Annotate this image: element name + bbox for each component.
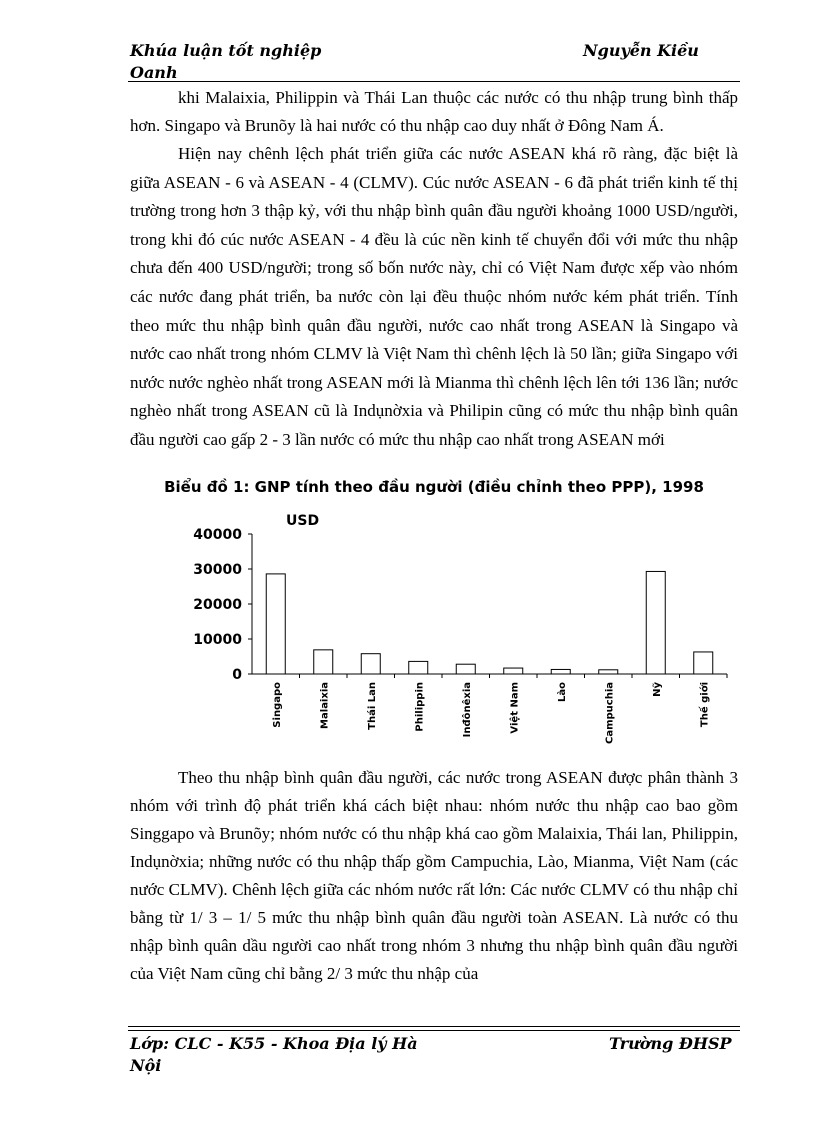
footer-left: Lớp: CLC - K55 - Khoa Địa lý Hà Nội [130, 1034, 418, 1075]
x-tick-label: Philippin [414, 682, 426, 732]
bar-2 [361, 654, 380, 674]
x-tick-label: Inđônêxia [461, 682, 473, 738]
x-tick-label: Thế giới [699, 682, 711, 728]
y-axis-ticks [193, 527, 252, 683]
bar-9 [694, 652, 713, 674]
chart-caption: Biểu đồ 1: GNP tính theo đầu người (điều chỉnh theo PPP), 1998 [164, 478, 704, 496]
x-tick-label: Thái Lan [366, 682, 378, 730]
x-tick-label: Việt Nam [509, 682, 521, 734]
header-right: Nguyễn Kiều [583, 41, 699, 60]
y-tick-label: 10000 [193, 632, 242, 648]
x-tick-label: Singapo [271, 682, 283, 728]
x-axis-ticks [272, 674, 727, 744]
bar-6 [551, 669, 570, 674]
bar-5 [504, 668, 523, 674]
footer-rule [128, 1026, 740, 1031]
y-axis-unit-label: USD [286, 513, 320, 529]
bar-8 [646, 571, 665, 674]
chart-bars [266, 571, 713, 674]
x-tick-label: Nỹ [651, 682, 663, 697]
x-tick-label: Malaixia [319, 682, 331, 729]
bar-1 [314, 650, 333, 674]
header-left: Khúa luận tốt nghiệp Oanh [130, 41, 322, 82]
footer-right: Trường ĐHSP [609, 1034, 732, 1053]
bar-3 [409, 661, 428, 674]
y-tick-label: 20000 [193, 597, 242, 613]
bar-0 [266, 574, 285, 674]
bar-7 [599, 670, 618, 674]
y-tick-label: 0 [232, 667, 242, 683]
paragraph-3 [130, 764, 738, 988]
x-tick-label: Lào [556, 682, 568, 702]
paragraph-3-text: Theo thu nhập bình quân đầu người, các nước trong ASEAN được phân thành 3 nhóm với trình độ phát triển khá cách biệt nhau: nhóm nước thu nhập cao bao gồm Singgapo và Brunõy; nhóm nước có thu nhập khá cao gồm Malaixia, Thái lan, Philippin, Indụnờxia; những nước có thu nhập thấp gồm Campuchia, Lào, Mianma, Việt Nam (các nước CLMV). Chênh lệch giữa các nhóm nước rất lớn: Các nước CLMV có thu nhập chỉ bằng từ 1/ 3 – 1/ 5 mức thu nhập bình quân đầu người toàn ASEAN. Là nước có thu nhập bình quân dầu người cao nhất trong nhóm 3 nhưng thu nhập bình quân đầu người của Việt Nam cũng chỉ bằng 2/ 3 mức thu nhập của [130, 768, 738, 983]
bar-4 [456, 664, 475, 674]
y-tick-label: 40000 [193, 527, 242, 543]
y-tick-label: 30000 [193, 562, 242, 578]
x-tick-label: Campuchia [604, 682, 616, 745]
paragraph-2-text: Hiện nay chênh lệch phát triển giữa các nước ASEAN khá rõ ràng, đặc biệt là giữa ASEAN - 6 và ASEAN - 4 (CLMV). Cúc nước ASEAN - 6 đã phát triển kinh tế thị trường trong hơn 3 thập kỷ, với thu nhập bình quân đầu người khoảng 1000 USD/người, trong khi đó cúc nước ASEAN - 4 đều là cúc nền kinh tế chuyển đổi với mức thu nhập chưa đến 400 USD/người; trong số bốn nước này, chỉ có Việt Nam được xếp vào nhóm các nước đang phát triển, ba nước còn lại đều thuộc nhóm nước kém phát triển. Tính theo mức thu nhập bình quân đầu người, nước cao nhất trong ASEAN là Singapo và nước cao nhất trong nhóm CLMV là Việt Nam thì chênh lệch là 50 lần; giữa Singapo với nước nước nghèo nhất trong ASEAN mới là Mianma thì chênh lệch lên tới 136 lần; nước nghèo nhất trong ASEAN cũ là Indụnờxia và Philipin cũng có mức thu nhập bình quân đầu người cao gấp 2 - 3 lần nước có mức thu nhập cao nhất trong ASEAN mới [130, 144, 738, 449]
paragraph-1-text: khi Malaixia, Philippin và Thái Lan thuộc các nước có thu nhập trung bình thấp hơn. Singapo và Brunõy là hai nước có thu nhập cao duy nhất ở Đông Nam Á. [130, 88, 738, 135]
